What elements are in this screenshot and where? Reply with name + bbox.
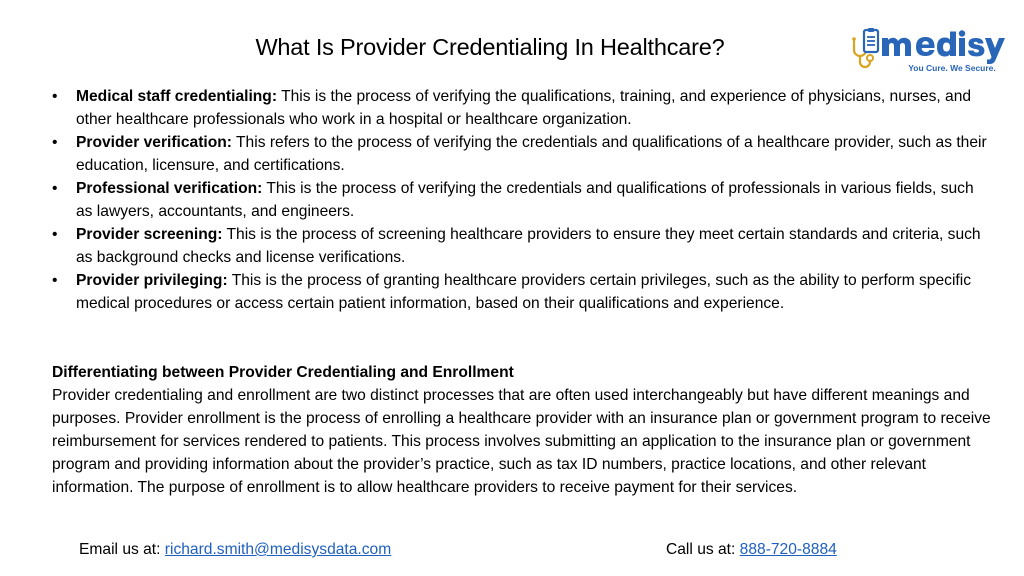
email-link[interactable]: richard.smith@medisysdata.com <box>164 541 392 558</box>
section-body: Provider credentialing and enrollment are two distinct processes that are often used interchangeably but have different meanings and purposes. Provider enrollment is the process of enrolling a healthcare provider with an insurance plan or government program to receive reimbursement for services rendered to patients. This process involves submitting an application to the insurance plan or government program and providing information about the provider’s practice, such as tax ID numbers, practice locations, and other relevant information. The purpose of enrollment is to allow healthcare providers to receive payment for their services. <box>52 387 991 496</box>
medisys-logo <box>848 26 1014 74</box>
bullet-text: This is the process of granting healthcare providers certain privileges, such as the ability to perform specific medical procedures or access certain patient information, based on their qualifications and experience. <box>76 272 972 312</box>
footer-call <box>666 538 837 561</box>
logo-tagline: You Cure. We Secure. <box>908 63 996 73</box>
bullet-list <box>52 85 992 315</box>
list-item: • Provider privileging: This is the process of granting healthcare providers certain privileges, such as the ability to perform specific medical procedures or access certain patient information, based on their qualifications and experience. <box>52 272 972 312</box>
bullet-term: Provider privileging: <box>76 272 228 289</box>
list-item: • Professional verification: This is the process of verifying the credentials and qualifications of professionals in various fields, such as lawyers, accountants, and engineers. <box>52 180 974 220</box>
page-title: What Is Provider Credentialing In Healthcare? <box>255 34 725 60</box>
section-heading: Differentiating between Provider Credentialing and Enrollment <box>52 364 514 381</box>
list-item: • Provider screening: This is the process of screening healthcare providers to ensure they meet certain standards and criteria, such as background checks and license verifications. <box>52 226 981 266</box>
footer-email <box>79 538 391 561</box>
differentiation-section <box>52 361 992 499</box>
stethoscope-icon <box>852 28 878 67</box>
email-label: Email us at: <box>79 541 165 558</box>
list-item: • Medical staff credentialing: This is the process of verifying the qualifications, training, and experience of physicians, nurses, and other healthcare professionals who work in a hospital or healthcare organization. <box>52 88 972 128</box>
medisys-wordmark <box>882 30 1005 64</box>
phone-link[interactable]: 888-720-8884 <box>739 541 837 558</box>
bullet-term: Provider screening: <box>76 226 223 243</box>
call-label: Call us at: <box>666 541 740 558</box>
bullet-text: This is the process of verifying the credentials and qualifications of professionals in various fields, such as lawyers, accountants, and engineers. <box>76 180 974 220</box>
bullet-term: Professional verification: <box>76 180 263 197</box>
bullet-text: This refers to the process of verifying the credentials and qualifications of a healthcare provider, such as their education, licensure, and certifications. <box>76 134 987 174</box>
bullet-term: Provider verification: <box>76 134 232 151</box>
bullet-term: Medical staff credentialing: <box>76 88 278 105</box>
list-item: • Provider verification: This refers to the process of verifying the credentials and qualifications of a healthcare provider, such as their education, licensure, and certifications. <box>52 134 987 174</box>
bullet-text: This is the process of screening healthcare providers to ensure they meet certain standards and criteria, such as background checks and license verifications. <box>76 226 981 266</box>
bullet-text: This is the process of verifying the qualifications, training, and experience of physicians, nurses, and other healthcare professionals who work in a hospital or healthcare organization. <box>76 88 972 128</box>
